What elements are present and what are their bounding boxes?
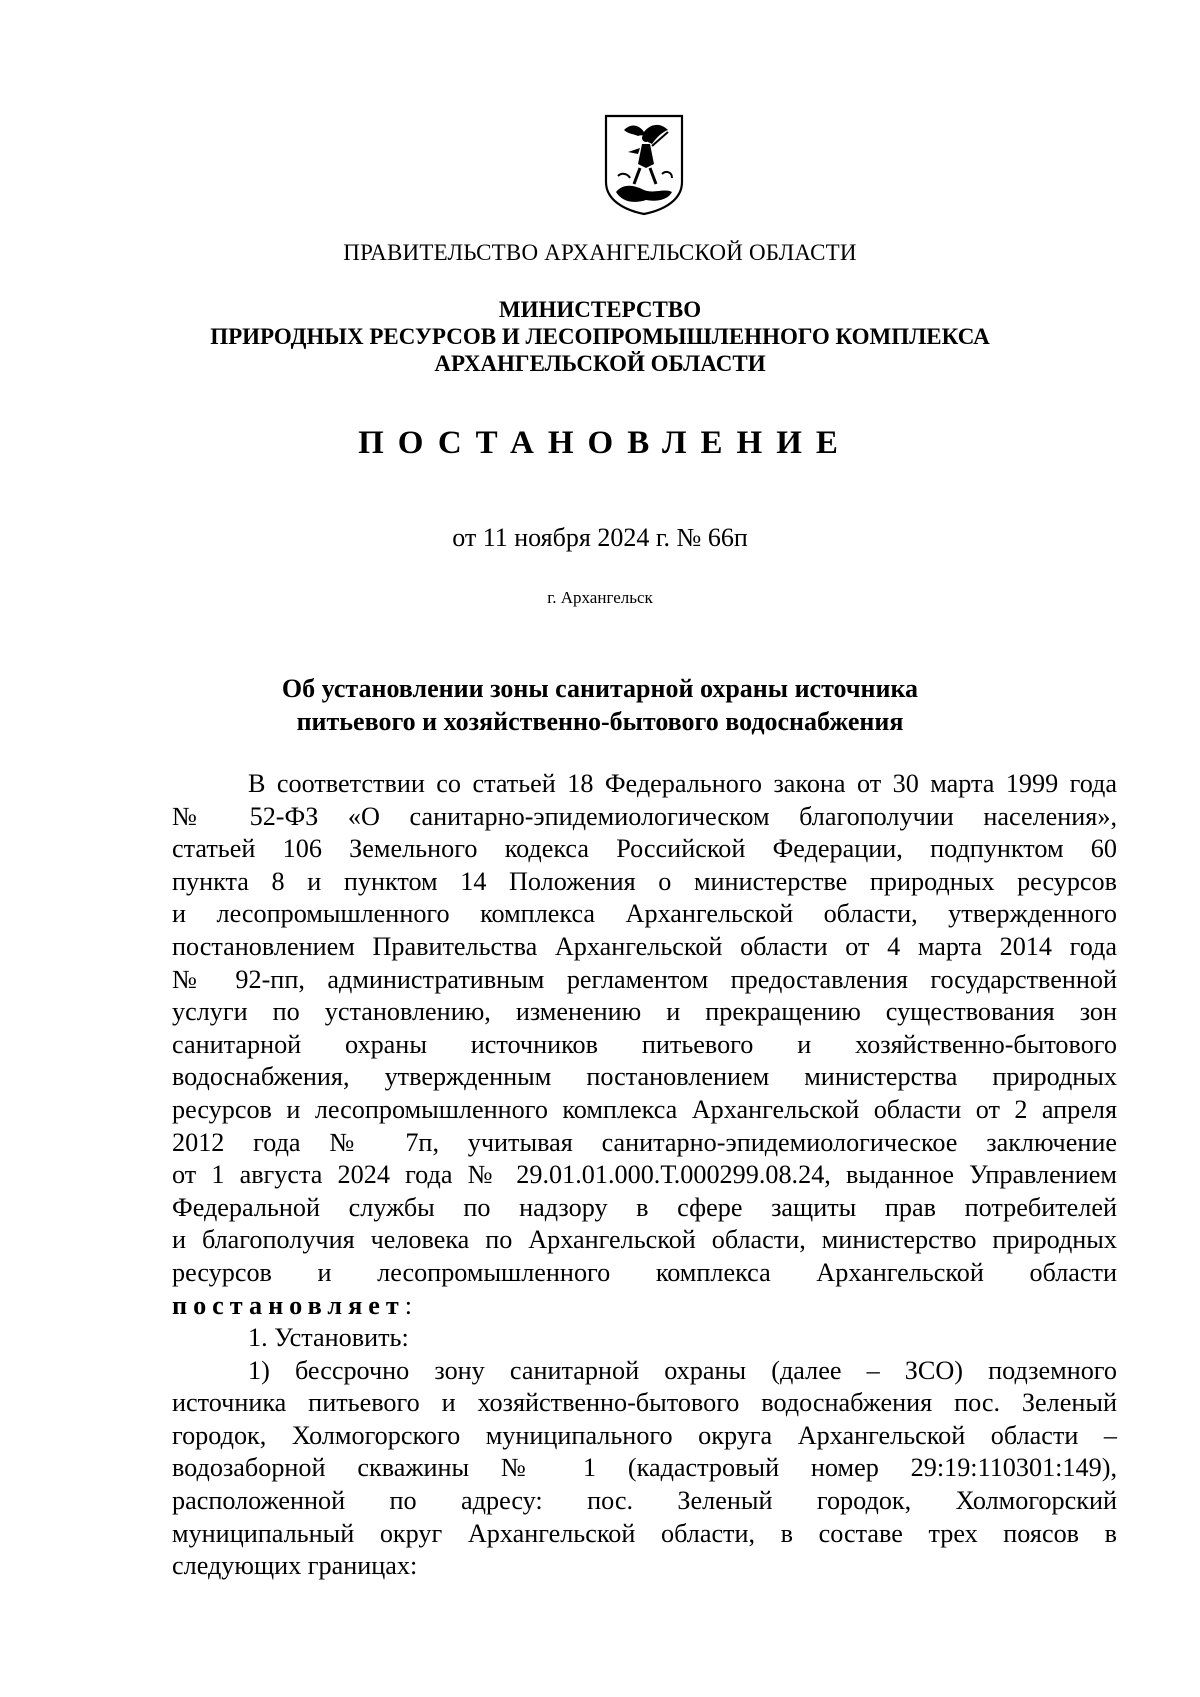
decree-word: постановляет xyxy=(172,1290,405,1320)
decree-colon: : xyxy=(404,1290,413,1320)
body-line: источника питьевого и хозяйственно-бытового водоснабжения пос. Зеленый xyxy=(172,1388,1117,1418)
title-line: питьевого и хозяйственно-бытового водоснабжения xyxy=(296,707,904,736)
body-line: санитарной охраны источников питьевого и хозяйственно-бытового xyxy=(172,1029,1117,1059)
body-line: и лесопромышленного комплекса Архангельской области, утвержденного xyxy=(172,899,1117,929)
body-line: расположенной по адресу: пос. Зеленый городок, Холмогорский xyxy=(172,1486,1117,1516)
body-line: Федеральной службы по надзору в сфере защиты прав потребителей xyxy=(172,1192,1117,1222)
body-line: и благополучия человека по Архангельской области, министерство природных xyxy=(172,1225,1117,1255)
body-line: городок, Холмогорского муниципального округа Архангельской области – xyxy=(172,1420,1117,1450)
body-line: водоснабжения, утвержденным постановлением министерства природных xyxy=(172,1062,1117,1092)
government-name: ПРАВИТЕЛЬСТВО АРХАНГЕЛЬСКОЙ ОБЛАСТИ xyxy=(343,240,857,265)
body-line: № 52-ФЗ «О санитарно-эпидемиологическом благополучии населения», xyxy=(172,801,1117,831)
body-line: от 1 августа 2024 года № 29.01.01.000.Т.000299.08.24, выданное Управлением xyxy=(172,1160,1117,1190)
body-line: пункта 8 и пунктом 14 Положения о министерстве природных ресурсов xyxy=(172,866,1117,896)
ministry-line: МИНИСТЕРСТВО xyxy=(498,297,702,322)
document-title xyxy=(0,672,1200,738)
document-type: ПОСТАНОВЛЕНИЕ xyxy=(358,425,852,461)
body-line: ресурсов и лесопромышленного комплекса Архангельской области xyxy=(172,1257,1117,1287)
document-date-number: от 11 ноября 2024 г. № 66п xyxy=(452,523,748,552)
body-line: постановлением Правительства Архангельской области от 4 марта 2014 года xyxy=(172,931,1117,961)
body-line: № 92-пп, административным регламентом предоставления государственной xyxy=(172,964,1117,994)
body-line: водозаборной скважины № 1 (кадастровый номер 29:19:110301:149), xyxy=(172,1453,1117,1483)
body-line: статьей 106 Земельного кодекса Российской Федерации, подпунктом 60 xyxy=(172,834,1117,864)
title-line: Об установлении зоны санитарной охраны источника xyxy=(281,674,919,703)
document-city: г. Архангельск xyxy=(547,588,653,607)
body-line: муниципальный округ Архангельской области, в составе трех поясов в xyxy=(172,1518,1117,1548)
coat-of-arms-icon xyxy=(602,112,686,216)
ministry-line: ПРИРОДНЫХ РЕСУРСОВ И ЛЕСОПРОМЫШЛЕННОГО КОМПЛЕКСА xyxy=(210,324,990,349)
body-line: услуги по установлению, изменению и прекращению существования зон xyxy=(172,997,1117,1027)
document-body xyxy=(172,768,1117,1583)
body-line: В соответствии со статьей 18 Федерального закона от 30 марта 1999 года xyxy=(248,769,1117,798)
body-line: ресурсов и лесопромышленного комплекса Архангельской области от 2 апреля xyxy=(172,1094,1117,1124)
body-line: 2012 года № 7п, учитывая санитарно-эпидемиологическое заключение xyxy=(172,1127,1117,1157)
body-line: следующих границах: xyxy=(172,1551,418,1581)
item-1: 1. Установить: xyxy=(248,1323,409,1353)
ministry-name xyxy=(0,296,1200,377)
body-line: 1) бессрочно зону санитарной охраны (далее – ЗСО) подземного xyxy=(248,1355,1117,1385)
ministry-line: АРХАНГЕЛЬСКОЙ ОБЛАСТИ xyxy=(434,351,766,376)
decree-line xyxy=(172,1290,1117,1323)
